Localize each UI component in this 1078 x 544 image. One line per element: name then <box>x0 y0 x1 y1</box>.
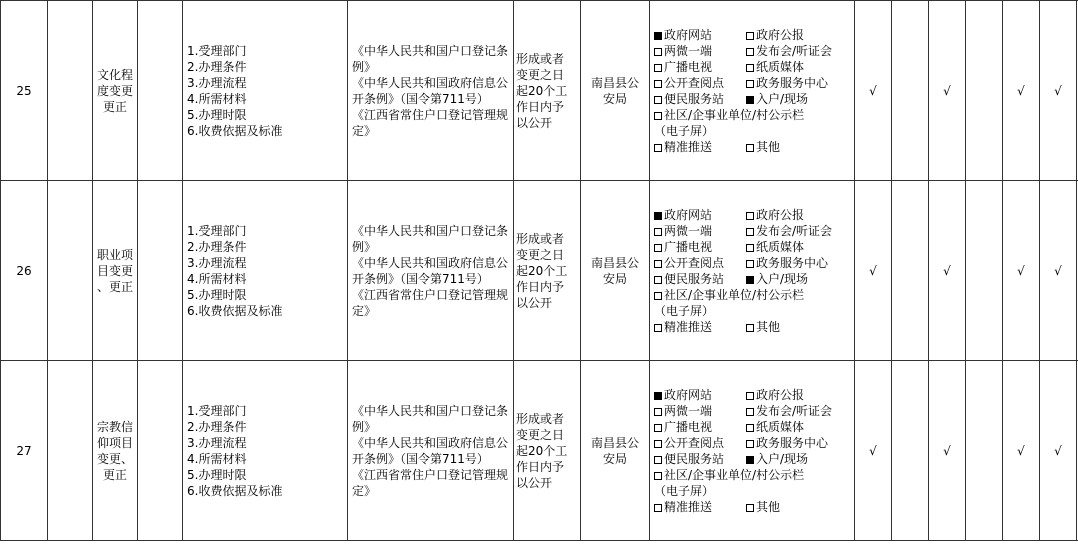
unchecked-box-icon <box>746 144 754 152</box>
item-name-line: 变更、 <box>96 451 133 466</box>
content-item: 3.办理流程 <box>187 255 247 270</box>
disclosure-content-cell <box>183 181 348 361</box>
channel-line <box>654 255 852 271</box>
channel-option <box>746 499 780 515</box>
channel-option-label: 广播电视 <box>664 419 713 434</box>
checked-box-icon <box>654 32 662 40</box>
disclosure-time-line: 作日内予 <box>516 99 565 114</box>
disclosure-subject-line: 安局 <box>602 91 627 106</box>
channel-option-label: 政府公报 <box>756 27 805 42</box>
channel-line <box>654 139 852 155</box>
item-name-line: 更正 <box>102 467 127 482</box>
disclosure-time-line: 起20个工 <box>516 443 568 458</box>
channel-option <box>746 403 832 419</box>
channel-option-label: 政务服务中心 <box>756 75 829 90</box>
channel-option <box>654 483 714 499</box>
channel-option-label: 其他 <box>756 319 781 334</box>
channel-line <box>654 419 852 435</box>
channel-line <box>654 303 852 319</box>
channel-line <box>654 239 852 255</box>
disclosure-time-line: 变更之日 <box>516 427 565 442</box>
empty-cell <box>138 1 183 181</box>
check-mark-cell: √ <box>1003 361 1040 541</box>
channel-option <box>746 255 828 271</box>
channel-option <box>654 43 746 59</box>
unchecked-box-icon <box>654 504 662 512</box>
unchecked-box-icon <box>746 32 754 40</box>
unchecked-box-icon <box>746 424 754 432</box>
channel-line <box>654 319 852 335</box>
disclosure-time-line: 变更之日 <box>516 67 565 82</box>
unchecked-box-icon <box>654 292 662 300</box>
channel-option <box>654 287 804 303</box>
channel-option-label: 政务服务中心 <box>756 255 829 270</box>
checked-box-icon <box>746 456 754 464</box>
channel-option-label: 发布会/听证会 <box>756 43 833 58</box>
empty-cell <box>138 181 183 361</box>
check-mark-cell: √ <box>929 181 966 361</box>
disclosure-time-line: 形成或者 <box>516 231 565 246</box>
item-name-line: 职业项 <box>96 247 133 262</box>
disclosure-channels-cell <box>650 181 855 361</box>
check-mark-cell: √ <box>1040 1 1077 181</box>
channel-option <box>746 239 804 255</box>
channel-line <box>654 107 852 123</box>
disclosure-time-line: 作日内予 <box>516 279 565 294</box>
disclosure-time-line: 以公开 <box>516 295 553 310</box>
disclosure-time-line: 形成或者 <box>516 51 565 66</box>
disclosure-time-line: 起20个工 <box>516 263 568 278</box>
unchecked-box-icon <box>654 96 662 104</box>
legal-basis-item: 《中华人民共和国户口登记条例》 <box>352 43 509 74</box>
item-name-cell <box>93 181 138 361</box>
unchecked-box-icon <box>654 144 662 152</box>
channel-option <box>654 419 746 435</box>
item-name-line: 度变更 <box>96 83 133 98</box>
channel-line <box>654 207 852 223</box>
content-item: 5.办理时限 <box>187 287 247 302</box>
disclosure-subject-line: 安局 <box>602 271 627 286</box>
disclosure-time-cell <box>514 1 581 181</box>
unchecked-box-icon <box>654 440 662 448</box>
unchecked-box-icon <box>746 64 754 72</box>
unchecked-box-icon <box>746 212 754 220</box>
content-item: 1.受理部门 <box>187 403 247 418</box>
legal-basis-item: 《中华人民共和国户口登记条例》 <box>352 223 509 254</box>
table-row <box>1 181 1078 361</box>
disclosure-time-cell <box>514 181 581 361</box>
content-item: 6.收费依据及标准 <box>187 303 283 318</box>
content-item: 1.受理部门 <box>187 223 247 238</box>
channel-option <box>746 271 808 287</box>
channel-option-label: 入户/现场 <box>756 451 809 466</box>
category-cell <box>48 1 93 181</box>
channel-option <box>746 91 808 107</box>
channel-line <box>654 483 852 499</box>
channel-line <box>654 27 852 43</box>
disclosure-time-line: 以公开 <box>516 115 553 130</box>
table-row <box>1 1 1078 181</box>
channel-option <box>746 207 804 223</box>
content-item: 2.办理条件 <box>187 239 247 254</box>
channel-option <box>654 223 746 239</box>
check-mark-cell: √ <box>929 1 966 181</box>
disclosure-subject-line: 南昌县公 <box>590 75 639 90</box>
unchecked-box-icon <box>746 228 754 236</box>
checked-box-icon <box>654 212 662 220</box>
unchecked-box-icon <box>654 424 662 432</box>
check-mark-cell <box>892 181 929 361</box>
channel-option <box>654 107 804 123</box>
disclosure-time-line: 变更之日 <box>516 247 565 262</box>
disclosure-content-cell <box>183 361 348 541</box>
check-mark-cell <box>966 1 1003 181</box>
channel-option <box>654 387 746 403</box>
disclosure-time-line: 起20个工 <box>516 83 568 98</box>
unchecked-box-icon <box>746 244 754 252</box>
content-item: 4.所需材料 <box>187 451 247 466</box>
channel-line <box>654 287 852 303</box>
channel-line <box>654 75 852 91</box>
channel-option-label: 政务服务中心 <box>756 435 829 450</box>
unchecked-box-icon <box>654 48 662 56</box>
channel-option <box>654 239 746 255</box>
check-mark-cell: √ <box>929 361 966 541</box>
channel-option-label: 广播电视 <box>664 59 713 74</box>
channel-option <box>654 123 714 139</box>
channel-option <box>746 419 804 435</box>
unchecked-box-icon <box>654 228 662 236</box>
channel-option <box>654 319 746 335</box>
channel-option <box>654 403 746 419</box>
unchecked-box-icon <box>654 408 662 416</box>
channel-option-label: 纸质媒体 <box>756 59 805 74</box>
disclosure-subject-cell <box>581 1 650 181</box>
channel-option <box>746 75 828 91</box>
disclosure-subject-line: 南昌县公 <box>590 435 639 450</box>
content-item: 2.办理条件 <box>187 419 247 434</box>
channel-option-label: 入户/现场 <box>756 91 809 106</box>
channel-option <box>746 451 808 467</box>
channel-option-label: 精准推送 <box>664 139 713 154</box>
channel-line <box>654 467 852 483</box>
item-name-line: 目变更 <box>96 263 133 278</box>
disclosure-time-cell <box>514 361 581 541</box>
channel-option-label: 发布会/听证会 <box>756 403 833 418</box>
channel-option <box>654 207 746 223</box>
unchecked-box-icon <box>654 276 662 284</box>
unchecked-box-icon <box>654 112 662 120</box>
disclosure-content-cell <box>183 1 348 181</box>
unchecked-box-icon <box>746 440 754 448</box>
channel-option-label: 社区/企事业单位/村公示栏 <box>664 287 805 302</box>
legal-basis-cell <box>348 361 514 541</box>
channel-option <box>746 27 804 43</box>
check-mark-cell: √ <box>1040 361 1077 541</box>
content-item: 3.办理流程 <box>187 75 247 90</box>
channel-option <box>654 467 804 483</box>
content-item: 4.所需材料 <box>187 271 247 286</box>
channel-option-label: 两微一端 <box>664 403 713 418</box>
channel-option-label: 政府公报 <box>756 387 805 402</box>
unchecked-box-icon <box>654 456 662 464</box>
channel-option <box>746 319 780 335</box>
check-mark-cell: √ <box>855 1 892 181</box>
category-cell <box>48 181 93 361</box>
legal-basis-item: 《江西省常住户口登记管理规定》 <box>352 107 509 138</box>
check-mark-cell: √ <box>855 361 892 541</box>
channel-option <box>654 27 746 43</box>
disclosure-subject-line: 南昌县公 <box>590 255 639 270</box>
disclosure-subject-cell <box>581 181 650 361</box>
channel-option <box>746 223 832 239</box>
channel-option-label: 政府网站 <box>664 207 713 222</box>
channel-line <box>654 271 852 287</box>
channel-option <box>746 435 828 451</box>
channel-option-label: 公开查阅点 <box>664 435 725 450</box>
legal-basis-cell <box>348 1 514 181</box>
channel-option <box>654 75 746 91</box>
legal-basis-item: 《中华人民共和国政府信息公开条例》（国令第711号） <box>352 75 509 106</box>
content-item: 5.办理时限 <box>187 467 247 482</box>
channel-option-label: 纸质媒体 <box>756 239 805 254</box>
unchecked-box-icon <box>746 80 754 88</box>
channel-option-label: （电子屏） <box>654 123 715 138</box>
channel-option-label: 公开查阅点 <box>664 75 725 90</box>
channel-option <box>746 139 780 155</box>
channel-option-label: 精准推送 <box>664 499 713 514</box>
item-name-line: 文化程 <box>96 67 133 82</box>
channel-line <box>654 43 852 59</box>
seq-number-cell: 25 <box>1 1 48 181</box>
checked-box-icon <box>746 96 754 104</box>
channel-option-label: 精准推送 <box>664 319 713 334</box>
legal-basis-item: 《江西省常住户口登记管理规定》 <box>352 287 509 318</box>
channel-option-label: （电子屏） <box>654 483 715 498</box>
seq-number-cell: 26 <box>1 181 48 361</box>
channel-option-label: 政府网站 <box>664 27 713 42</box>
seq-number-cell: 27 <box>1 361 48 541</box>
unchecked-box-icon <box>746 504 754 512</box>
legal-basis-item: 《中华人民共和国户口登记条例》 <box>352 403 509 434</box>
channel-option <box>654 59 746 75</box>
channel-option <box>746 387 804 403</box>
channel-option-label: 政府网站 <box>664 387 713 402</box>
channel-option <box>654 271 746 287</box>
channel-option-label: （电子屏） <box>654 303 715 318</box>
category-cell <box>48 361 93 541</box>
check-mark-cell: √ <box>855 181 892 361</box>
table-row <box>1 361 1078 541</box>
unchecked-box-icon <box>654 260 662 268</box>
item-name-line: 、更正 <box>96 279 133 294</box>
channel-option-label: 社区/企事业单位/村公示栏 <box>664 107 805 122</box>
item-name-line: 更正 <box>102 99 127 114</box>
disclosure-time-line: 形成或者 <box>516 411 565 426</box>
legal-basis-item: 《江西省常住户口登记管理规定》 <box>352 467 509 498</box>
channel-line <box>654 451 852 467</box>
content-item: 1.受理部门 <box>187 43 247 58</box>
channel-line <box>654 435 852 451</box>
check-mark-cell: √ <box>1003 181 1040 361</box>
channel-option-label: 社区/企事业单位/村公示栏 <box>664 467 805 482</box>
check-mark-cell <box>892 361 929 541</box>
legal-basis-cell <box>348 181 514 361</box>
channel-option-label: 便民服务站 <box>664 271 725 286</box>
channel-line <box>654 387 852 403</box>
channel-option-label: 便民服务站 <box>664 451 725 466</box>
channel-option <box>746 43 832 59</box>
checked-box-icon <box>654 392 662 400</box>
empty-cell <box>138 361 183 541</box>
channel-option <box>654 435 746 451</box>
content-item: 2.办理条件 <box>187 59 247 74</box>
legal-basis-item: 《中华人民共和国政府信息公开条例》（国令第711号） <box>352 255 509 286</box>
channel-line <box>654 499 852 515</box>
unchecked-box-icon <box>654 64 662 72</box>
channel-option-label: 广播电视 <box>664 239 713 254</box>
unchecked-box-icon <box>746 408 754 416</box>
channel-option-label: 其他 <box>756 139 781 154</box>
check-mark-cell: √ <box>1003 1 1040 181</box>
content-item: 6.收费依据及标准 <box>187 483 283 498</box>
check-mark-cell <box>966 181 1003 361</box>
disclosure-channels-cell <box>650 1 855 181</box>
channel-option <box>746 59 804 75</box>
check-mark-cell: √ <box>1040 181 1077 361</box>
disclosure-subject-cell <box>581 361 650 541</box>
item-name-line: 仰项目 <box>96 435 133 450</box>
content-item: 4.所需材料 <box>187 91 247 106</box>
channel-option-label: 纸质媒体 <box>756 419 805 434</box>
content-item: 3.办理流程 <box>187 435 247 450</box>
channel-option <box>654 255 746 271</box>
unchecked-box-icon <box>746 324 754 332</box>
channel-option-label: 两微一端 <box>664 223 713 238</box>
disclosure-channels-cell <box>650 361 855 541</box>
channel-line <box>654 91 852 107</box>
channel-option-label: 两微一端 <box>664 43 713 58</box>
unchecked-box-icon <box>746 260 754 268</box>
channel-line <box>654 123 852 139</box>
channel-option <box>654 499 746 515</box>
channel-option <box>654 91 746 107</box>
unchecked-box-icon <box>746 392 754 400</box>
channel-option-label: 便民服务站 <box>664 91 725 106</box>
channel-option <box>654 139 746 155</box>
item-name-cell <box>93 361 138 541</box>
disclosure-subject-line: 安局 <box>602 451 627 466</box>
content-item: 6.收费依据及标准 <box>187 123 283 138</box>
channel-option-label: 政府公报 <box>756 207 805 222</box>
checked-box-icon <box>746 276 754 284</box>
unchecked-box-icon <box>746 48 754 56</box>
check-mark-cell <box>966 361 1003 541</box>
disclosure-time-line: 以公开 <box>516 475 553 490</box>
content-item: 5.办理时限 <box>187 107 247 122</box>
channel-option <box>654 303 714 319</box>
item-name-line: 宗教信 <box>96 419 133 434</box>
channel-option-label: 公开查阅点 <box>664 255 725 270</box>
channel-line <box>654 403 852 419</box>
channel-line <box>654 59 852 75</box>
item-name-cell <box>93 1 138 181</box>
legal-basis-item: 《中华人民共和国政府信息公开条例》（国令第711号） <box>352 435 509 466</box>
unchecked-box-icon <box>654 244 662 252</box>
check-mark-cell <box>892 1 929 181</box>
channel-option <box>654 451 746 467</box>
unchecked-box-icon <box>654 472 662 480</box>
disclosure-time-line: 作日内予 <box>516 459 565 474</box>
channel-line <box>654 223 852 239</box>
unchecked-box-icon <box>654 324 662 332</box>
unchecked-box-icon <box>654 80 662 88</box>
channel-option-label: 发布会/听证会 <box>756 223 833 238</box>
channel-option-label: 入户/现场 <box>756 271 809 286</box>
channel-option-label: 其他 <box>756 499 781 514</box>
